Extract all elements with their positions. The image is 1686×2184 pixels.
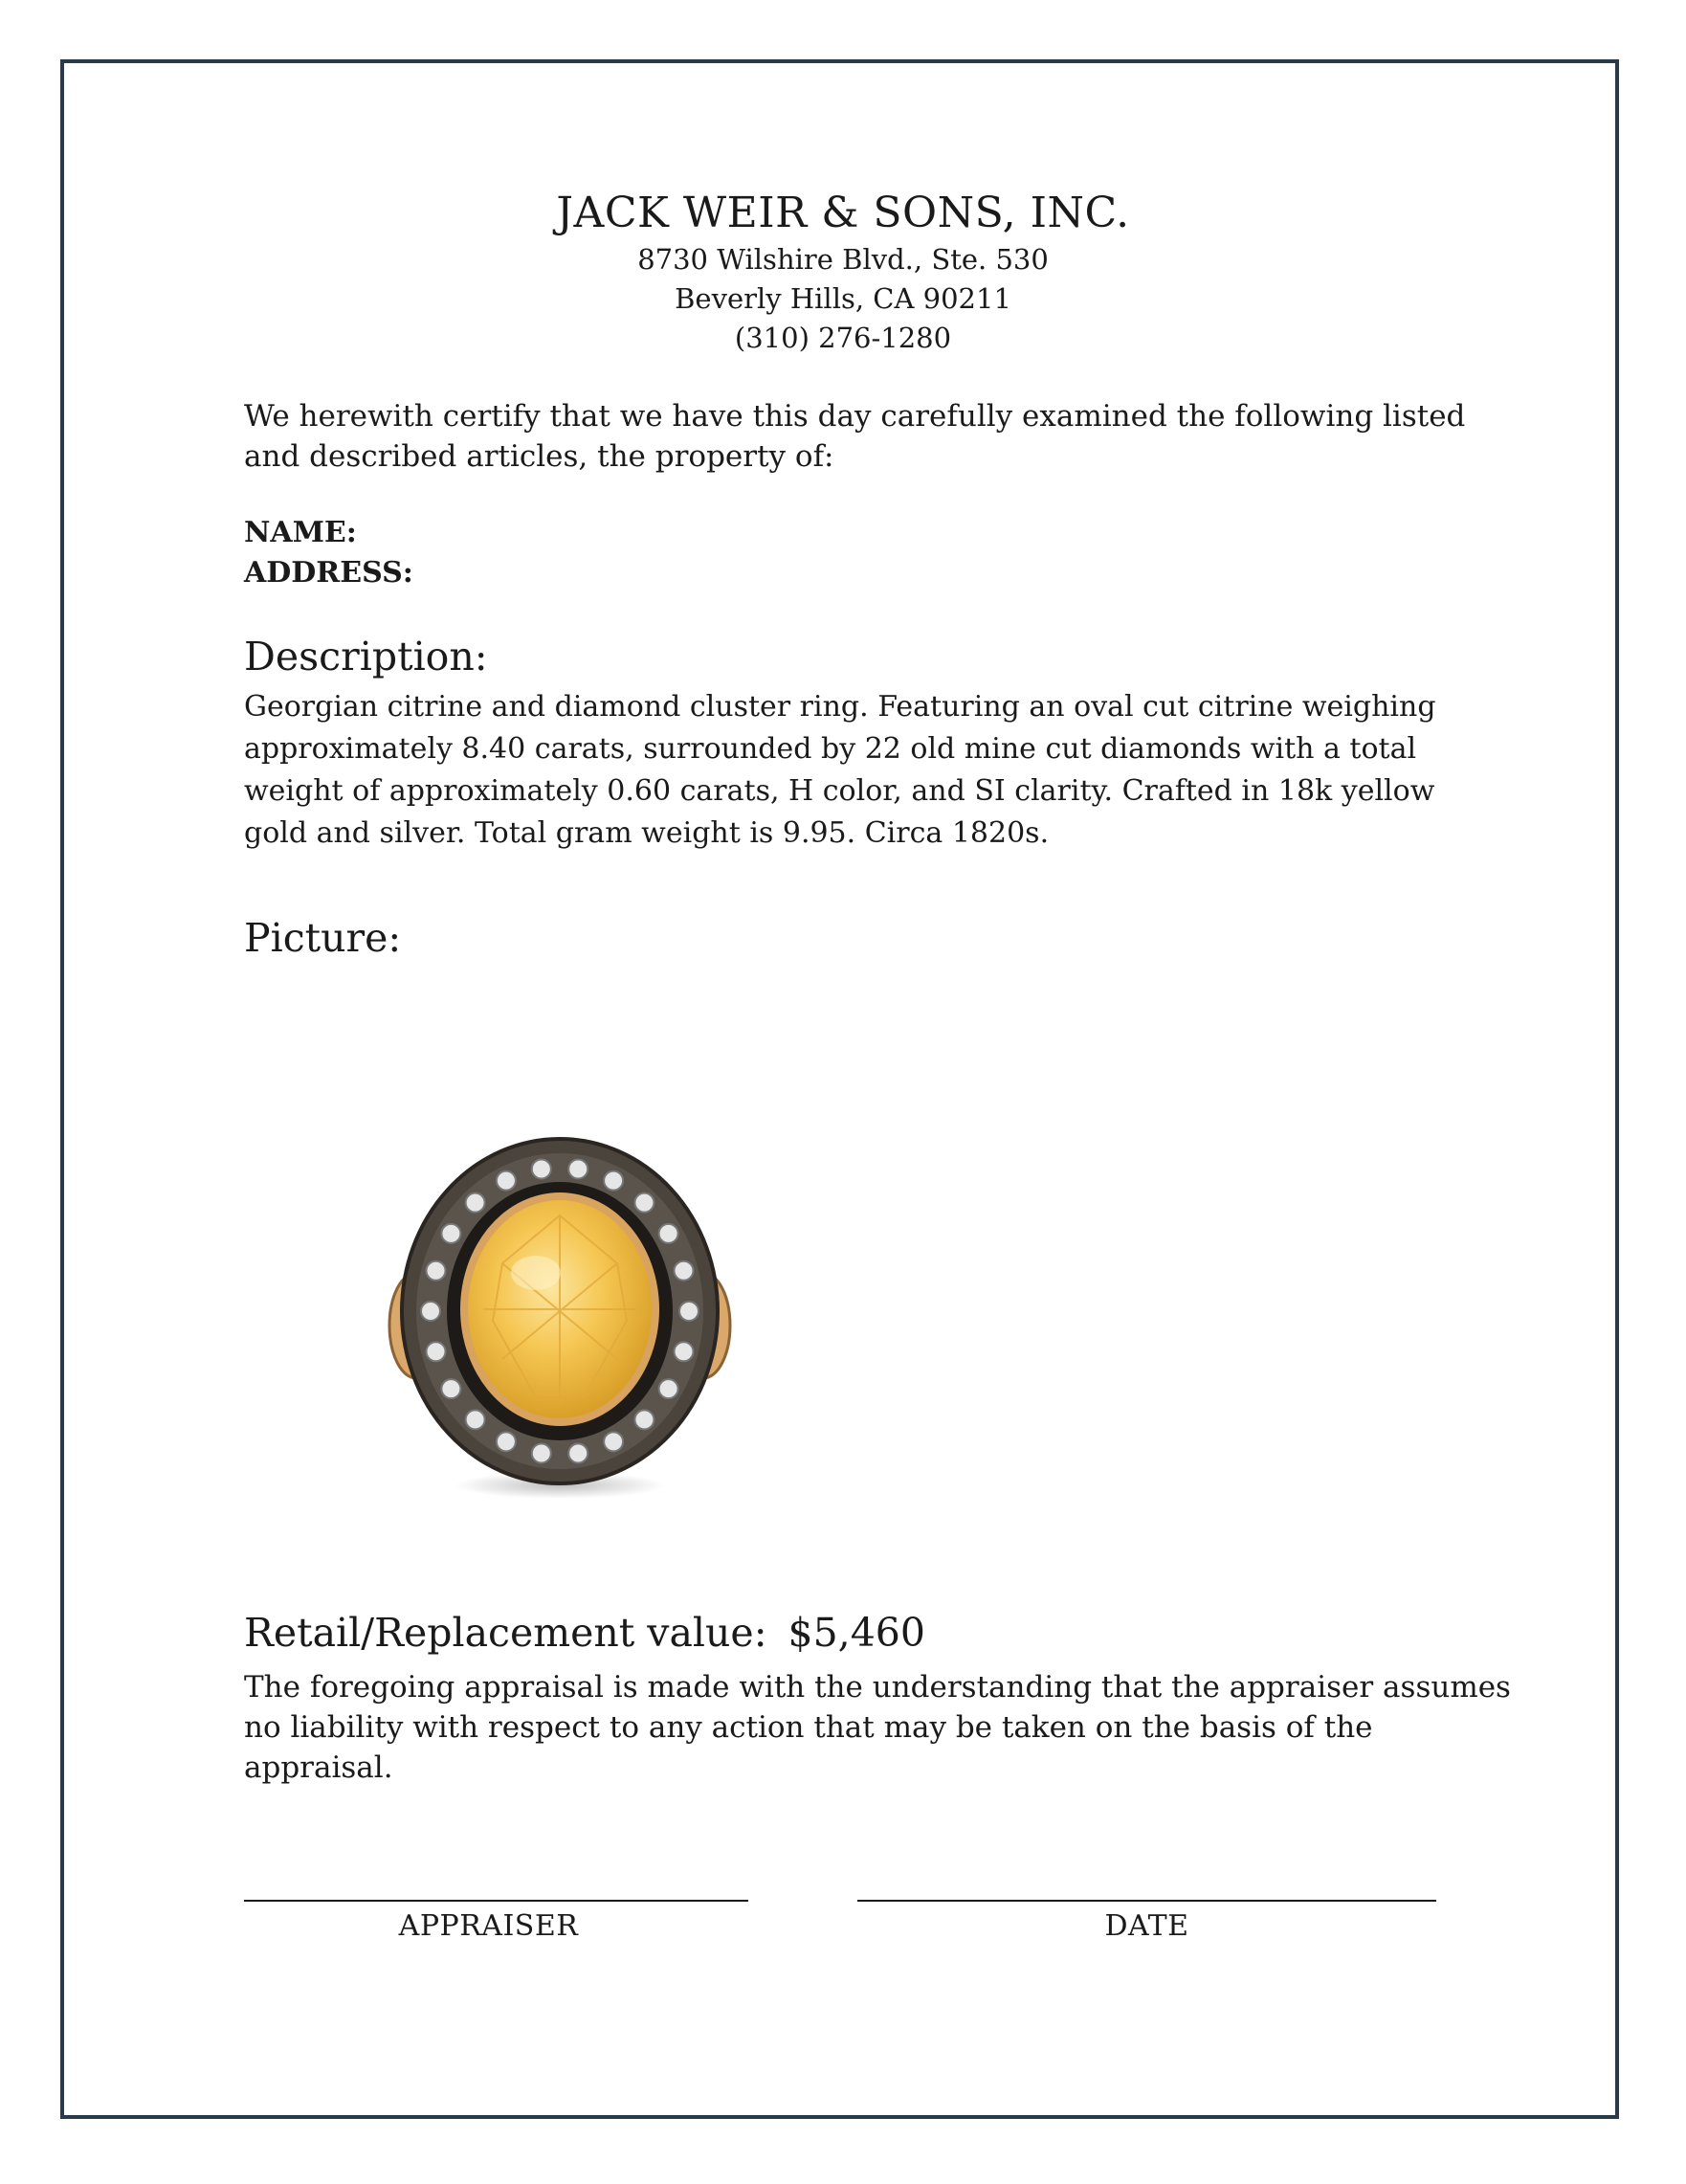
date-label: DATE bbox=[1104, 1909, 1189, 1943]
appraiser-signature-line bbox=[244, 1900, 748, 1902]
diamond-stone bbox=[634, 1193, 654, 1213]
diamond-stone bbox=[634, 1410, 654, 1429]
diamond-stone bbox=[532, 1444, 551, 1463]
owner-fields bbox=[244, 513, 1488, 593]
name-label: NAME: bbox=[244, 516, 357, 549]
company-address-line2: Beverly Hills, CA 90211 bbox=[675, 282, 1011, 315]
diamond-stone bbox=[441, 1379, 460, 1398]
diamond-stone bbox=[675, 1261, 694, 1281]
company-phone: (310) 276-1280 bbox=[734, 322, 952, 354]
certification-statement: We herewith certify that we have this day carefully examined the following listed and described articles, the property of: bbox=[244, 399, 1466, 474]
address-label: ADDRESS: bbox=[244, 556, 413, 590]
diamond-stone bbox=[675, 1342, 694, 1361]
diamond-stone bbox=[466, 1410, 485, 1429]
date-signature-line bbox=[857, 1900, 1436, 1902]
diamond-stone bbox=[568, 1160, 588, 1179]
valuation-label: Retail/Replacement value: bbox=[244, 1610, 767, 1656]
citrine-diamond-ring-image bbox=[378, 1120, 742, 1503]
picture-heading: Picture: bbox=[244, 915, 402, 961]
company-name: JACK WEIR & SONS, INC. bbox=[556, 189, 1130, 237]
diamond-stone bbox=[679, 1302, 699, 1321]
diamond-stone bbox=[497, 1432, 516, 1451]
description-heading: Description: bbox=[244, 634, 488, 680]
diamond-stone bbox=[532, 1160, 551, 1179]
document-border bbox=[60, 59, 1619, 2119]
diamond-stone bbox=[568, 1444, 588, 1463]
diamond-stone bbox=[659, 1224, 678, 1243]
diamond-stone bbox=[497, 1171, 516, 1191]
diamond-stone bbox=[604, 1432, 623, 1451]
letterhead bbox=[0, 187, 1686, 358]
diamond-stone bbox=[421, 1302, 440, 1321]
diamond-stone bbox=[659, 1379, 678, 1398]
company-address-line1: 8730 Wilshire Blvd., Ste. 530 bbox=[637, 243, 1049, 276]
diamond-stone bbox=[427, 1342, 446, 1361]
disclaimer-text: The foregoing appraisal is made with the understanding that the appraiser assumes no liability with respect to any action that may be taken on the basis of the appraisal. bbox=[244, 1670, 1511, 1785]
diamond-stone bbox=[441, 1224, 460, 1243]
appraiser-label: APPRAISER bbox=[398, 1909, 579, 1943]
diamond-stone bbox=[466, 1193, 485, 1213]
diamond-stone bbox=[604, 1171, 623, 1191]
diamond-stone bbox=[427, 1261, 446, 1281]
valuation bbox=[244, 1608, 1488, 1658]
valuation-amount: $5,460 bbox=[788, 1610, 925, 1656]
description-text: Georgian citrine and diamond cluster ring. Featuring an oval cut citrine weighing approximately 8.40 carats, surrounded by 22 old mine cut diamonds with a total weight of approximately 0.60 carats, H color, and SI clarity. Crafted in 18k yellow gold and silver. Total gram weight is 9.95. Circa 1820s. bbox=[244, 690, 1436, 850]
